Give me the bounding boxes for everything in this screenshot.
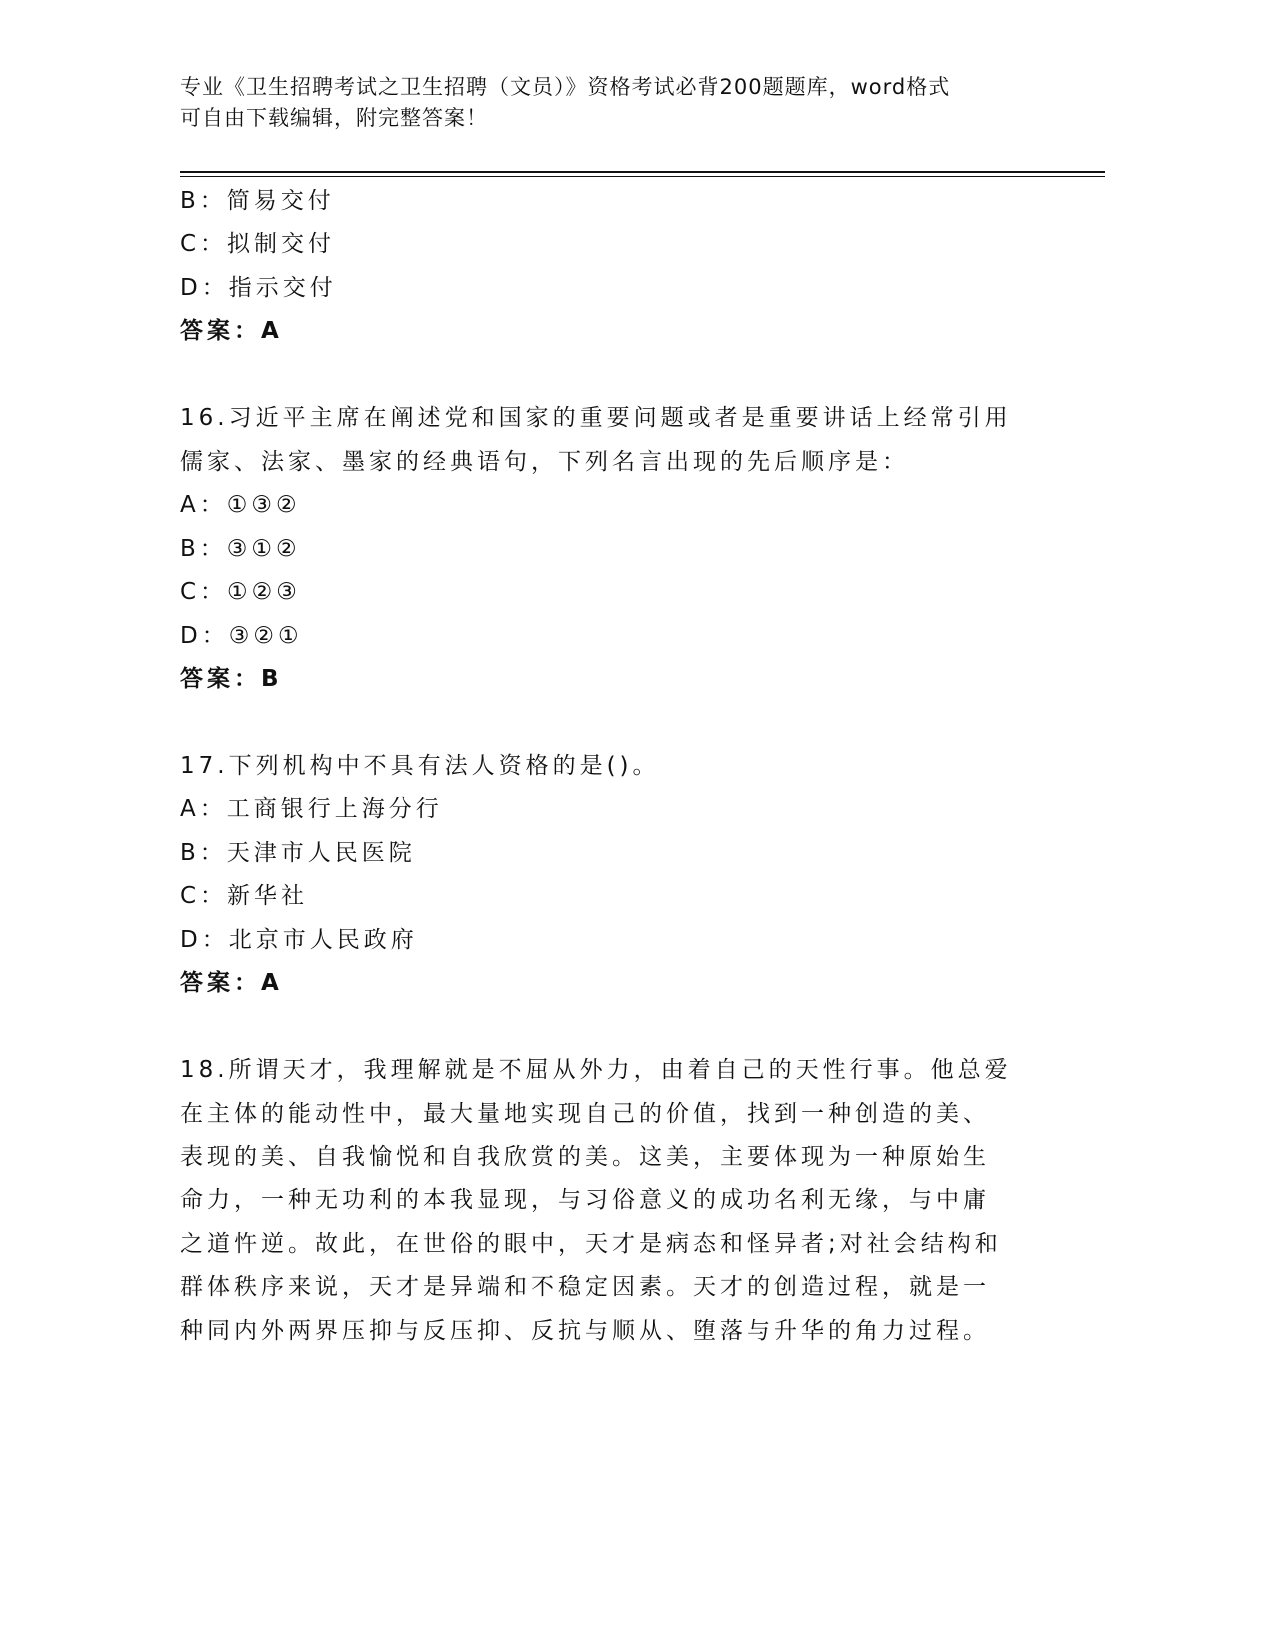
question-18	[180, 1049, 1012, 1353]
question-text: 17.下列机构中不具有法人资格的是()。	[180, 752, 660, 779]
option: A：工商银行上海分行	[180, 796, 443, 823]
option: C：①②③	[180, 579, 301, 606]
question-text: 群体秩序来说，天才是异端和不稳定因素。天才的创造过程，就是一	[180, 1274, 990, 1301]
question-text: 表现的美、自我愉悦和自我欣赏的美。这美，主要体现为一种原始生	[180, 1143, 990, 1170]
question-text: 种同内外两界压抑与反压抑、反抗与顺从、堕落与升华的角力过程。	[180, 1317, 990, 1344]
question-text: 18.所谓天才，我理解就是不屈从外力，由着自己的天性行事。他总爱	[180, 1057, 1012, 1084]
header-line: 可自由下载编辑，附完整答案！	[180, 106, 488, 130]
option: C：新华社	[180, 883, 309, 910]
answer: 答案：A	[180, 318, 283, 345]
question-text: 命力，一种无功利的本我显现，与习俗意义的成功名利无缘，与中庸	[180, 1187, 990, 1214]
option: B：③①②	[180, 535, 301, 562]
question-17	[180, 745, 1012, 1006]
answer: 答案：A	[180, 970, 283, 997]
option: D：③②①	[180, 622, 303, 649]
header-divider	[180, 176, 1105, 177]
question-15	[180, 180, 1012, 354]
question-text: 16.习近平主席在阐述党和国家的重要问题或者是重要讲话上经常引用	[180, 405, 1012, 432]
question-16	[180, 397, 1012, 701]
answer: 答案：B	[180, 665, 283, 692]
option: A：①③②	[180, 492, 301, 519]
option: B：简易交付	[180, 188, 335, 214]
document-header	[180, 72, 950, 134]
question-text: 儒家、法家、墨家的经典语句，下列名言出现的先后顺序是：	[180, 448, 909, 475]
option: D：北京市人民政府	[180, 926, 418, 953]
question-text: 在主体的能动性中，最大量地实现自己的价值，找到一种创造的美、	[180, 1100, 990, 1127]
option: C：拟制交付	[180, 231, 336, 258]
question-text: 之道忤逆。故此，在世俗的眼中，天才是病态和怪异者;对社会结构和	[180, 1230, 1002, 1257]
header-line: 专业《卫生招聘考试之卫生招聘（文员）》资格考试必背200题题库，word格式	[180, 75, 951, 99]
document-body	[180, 180, 1012, 1353]
header-divider	[180, 171, 1105, 173]
option: D：指示交付	[180, 274, 337, 301]
option: B：天津市人民医院	[180, 839, 416, 866]
